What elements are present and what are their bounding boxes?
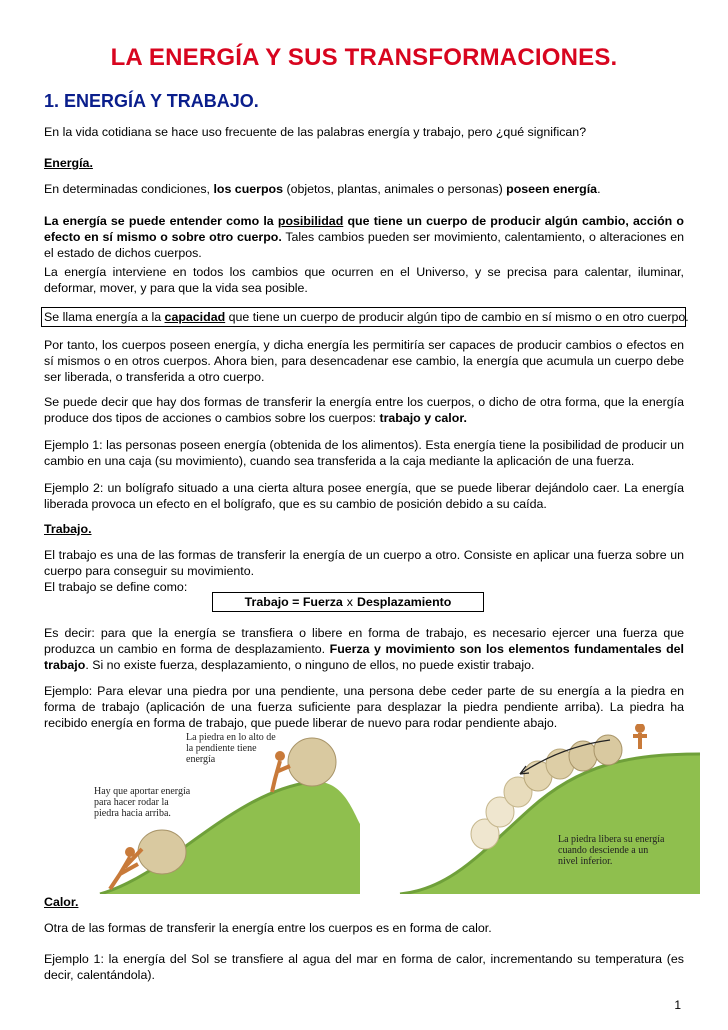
stone-bottom [138,830,186,874]
caption-left: Hay que aportar energía para hacer rodar la piedra hacia arriba. [94,786,191,819]
paragraph-ejemplo-1: Ejemplo 1: las personas poseen energía (obtenida de los alimentos). Esta energía tiene la posibilidad de producir un cambio en una caja (su movimiento), cuando sea transferida a la caja mediante la aplicación de una fuerza. [44,438,684,469]
energia-heading: Energía. [44,156,93,170]
intro-paragraph: En la vida cotidiana se hace uso frecuente de las palabras energía y trabajo, pero ¿qué significan? [44,125,587,139]
paragraph-posibilidad: La energía se puede entender como la posibilidad que tiene un cuerpo de producir algún cambio, acción o efecto en sí mismo o sobre otro cuerpo. Tales cambios pueden ser movimiento, calentamiento, o alteraciones en el estado de dichos cuerpos. [44,214,684,261]
page-number: 1 [674,998,681,1012]
stone-slope-illustration [80,724,700,894]
definition-box: Se llama energía a la capacidad que tiene un cuerpo de producir algún tipo de cambio en sí mismo o en otro cuerpo. [41,307,686,327]
paragraph-universo: La energía interviene en todos los cambios que ocurren en el Universo, y se precisa para calentar, iluminar, deformar, mover, y para que la vida sea posible. [44,265,684,296]
stone-top [288,738,336,786]
caption-right: La piedra libera su energía cuando desciende a un nivel inferior. [558,834,665,867]
person-right-head [635,724,645,733]
paragraph-define: El trabajo se define como: [44,580,188,594]
trabajo-heading: Trabajo. [44,522,92,536]
paragraph-dos-formas: Se puede decir que hay dos formas de transferir la energía entre los cuerpos, o dicho de otra forma, que la energía produce dos tipos de acciones o cambios sobre los cuerpos: trabajo y calor. [44,395,684,426]
paragraph-trabajo: El trabajo es una de las formas de transferir la energía de un cuerpo a otro. Consiste en aplicar una fuerza sobre un cuerpo para conseguir su movimiento. [44,548,684,579]
person-right [633,733,647,749]
calor-heading: Calor. [44,895,79,909]
section-heading: 1. ENERGÍA Y TRABAJO. [44,91,259,111]
paragraph-cuerpos: En determinadas condiciones, los cuerpos (objetos, plantas, animales o personas) poseen energía. [44,182,601,196]
paragraph-sol: Ejemplo 1: la energía del Sol se transfiere al agua del mar en forma de calor, incrementando su temperatura (es decir, calentándola). [44,952,684,983]
page-title: LA ENERGÍA Y SUS TRANSFORMACIONES. [110,44,618,71]
paragraph-es-decir: Es decir: para que la energía se transfiera o libere en forma de trabajo, es necesario ejercer una fuerza que produzca un cambio en forma de desplazamiento. Fuerza y movimiento son los elementos fundamentales del trabajo. Si no existe fuerza, desplazamiento, o ninguno de ellos, no puede existir trabajo. [44,626,684,673]
paragraph-por-tanto: Por tanto, los cuerpos poseen energía, y dicha energía les permitiría ser capaces de producir cambios o efectos en sí mismos o en otros cuerpos. Ahora bien, para desencadenar ese cambio, la energía que acumula un cuerpo debe ser liberada, o transferida a otro cuerpo. [44,338,684,385]
formula-box: Trabajo = Fuerza x Desplazamiento [212,592,484,612]
paragraph-calor: Otra de las formas de transferir la energía entre los cuerpos es en forma de calor. [44,921,492,935]
paragraph-ejemplo-piedra: Ejemplo: Para elevar una piedra por una pendiente, una persona debe ceder parte de su energía a la piedra en forma de trabajo (aplicación de una fuerza suficiente para desplazar la piedra pendiente arriba). La piedra ha recibido energía en forma de trabajo, que puede liberar de nuevo para rodar pendiente abajo. [44,684,684,731]
caption-top: La piedra en lo alto de la pendiente tiene energía [186,732,276,765]
paragraph-ejemplo-2: Ejemplo 2: un bolígrafo situado a una cierta altura posee energía, que se puede liberar dejándolo caer. La energía liberada provoca un efecto en el bolígrafo, que es su cambio de posición debido a su caída. [44,481,684,512]
